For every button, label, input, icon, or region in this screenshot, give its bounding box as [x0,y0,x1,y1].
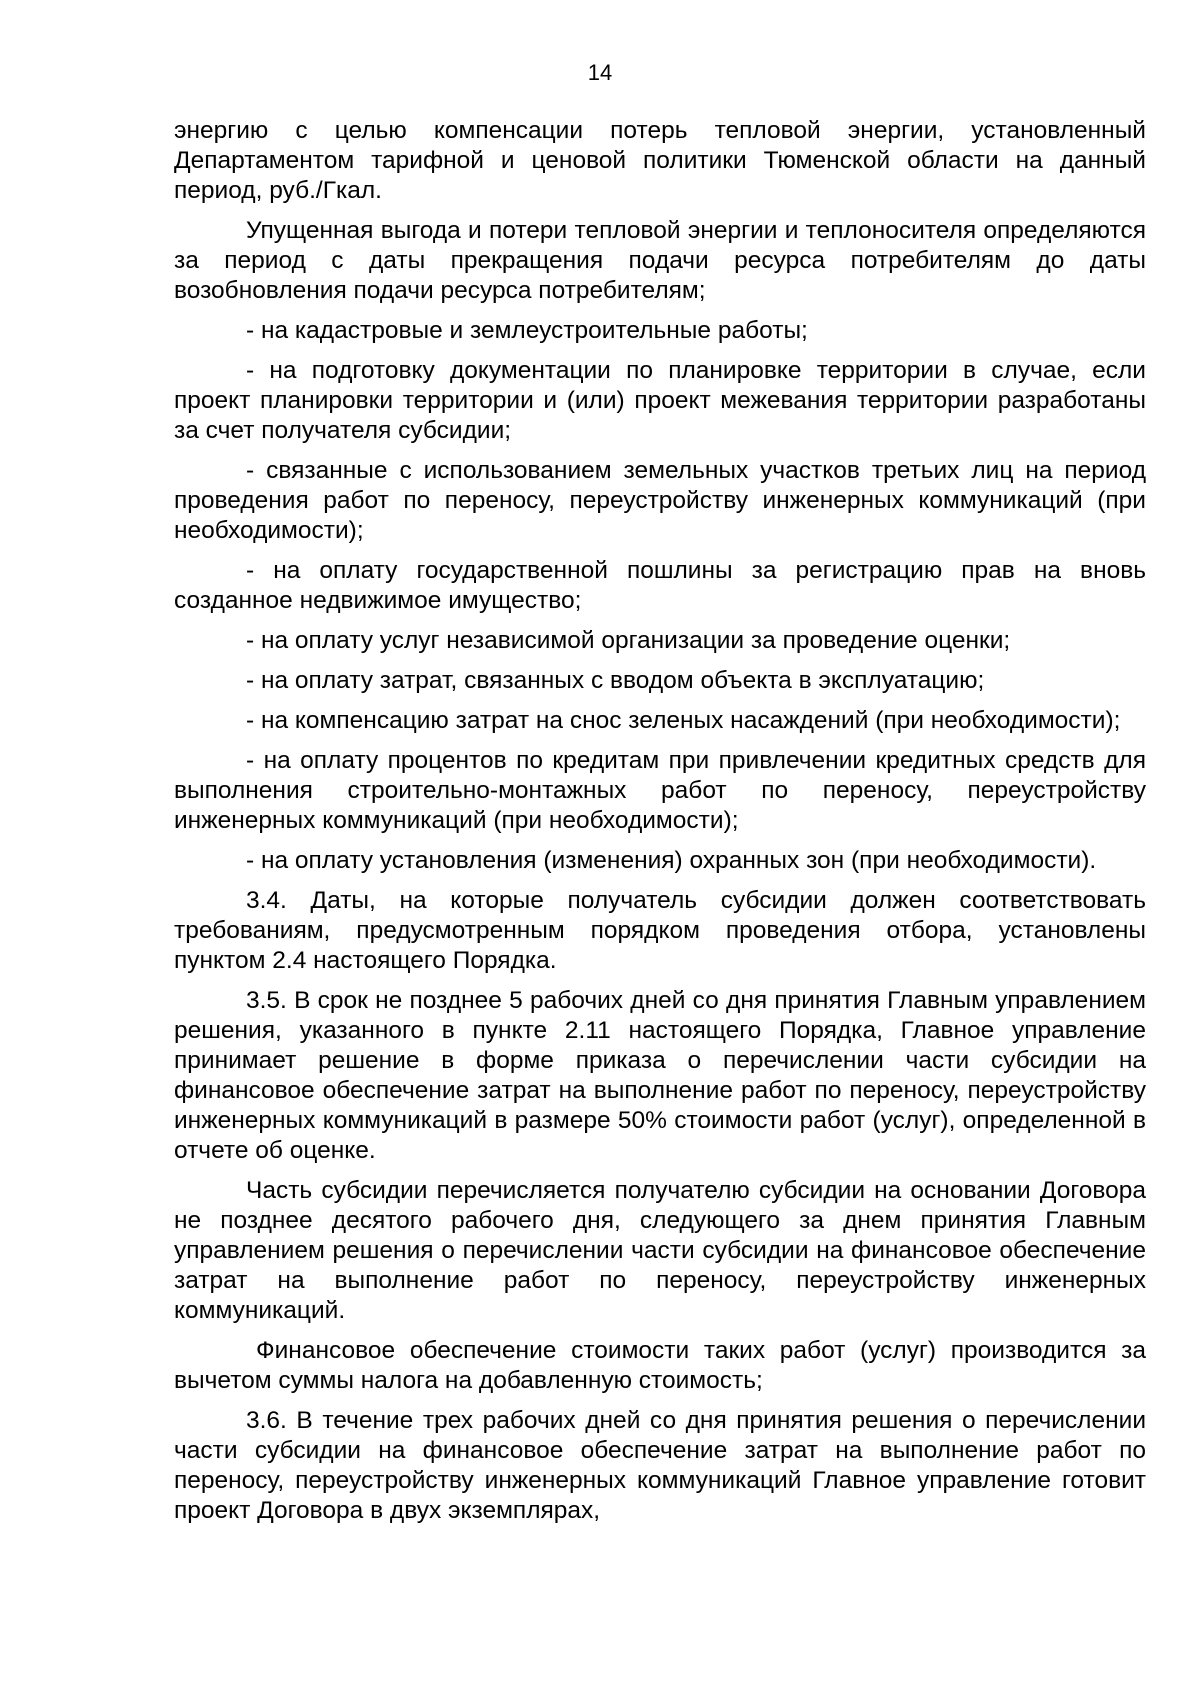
paragraph-vat: Финансовое обеспечение стоимости таких работ (услуг) производится за вычетом суммы налога на добавленную стоимость; [174,1337,1146,1394]
list-item-commissioning-costs: - на оплату затрат, связанных с вводом объекта в эксплуатацию; [246,667,985,694]
list-item-loan-interest: - на оплату процентов по кредитам при привлечении кредитных средств для выполнения строительно-монтажных работ по переносу, переустройству инженерных коммуникаций (при необходимости); [174,747,1146,834]
list-item-green-spaces: - на компенсацию затрат на снос зеленых насаждений (при необходимости); [246,707,1121,734]
clause-3-4: 3.4. Даты, на которые получатель субсидии должен соответствовать требованиям, предусмотренным порядком проведения отбора, установлены пунктом 2.4 настоящего Порядка. [174,887,1146,974]
document-body [174,116,1146,1536]
list-item-state-duty: - на оплату государственной пошлины за регистрацию прав на вновь созданное недвижимое имущество; [174,557,1146,614]
clause-3-5: 3.5. В срок не позднее 5 рабочих дней со дня принятия Главным управлением решения, указанного в пункте 2.11 настоящего Порядка, Главное управление принимает решение в форме приказа о перечислении части субсидии на финансовое обеспечение затрат на выполнение работ по переносу, переустройству инженерных коммуникаций в размере 50% стоимости работ (услуг), определенной в отчете об оценке. [174,987,1146,1164]
list-item-planning-documentation: - на подготовку документации по планировке территории в случае, если проект планировки территории и (или) проект межевания территории разработаны за счет получателя субсидии; [174,357,1146,444]
paragraph-continuation: энергию с целью компенсации потерь тепловой энергии, установленный Департаментом тарифной и ценовой политики Тюменской области на данный период, руб./Гкал. [174,117,1146,204]
list-item-cadastral-works: - на кадастровые и землеустроительные работы; [246,317,808,344]
page-number: 14 [587,60,613,85]
list-item-valuation-services: - на оплату услуг независимой организации за проведение оценки; [246,627,1011,654]
paragraph-subsidy-transfer: Часть субсидии перечисляется получателю субсидии на основании Договора не позднее десятого рабочего дня, следующего за днем принятия Главным управлением решения о перечислении части субсидии на финансовое обеспечение затрат на выполнение работ по переносу, переустройству инженерных коммуникаций. [174,1177,1146,1324]
clause-3-6: 3.6. В течение трех рабочих дней со дня принятия решения о перечислении части субсидии на финансовое обеспечение затрат на выполнение работ по переносу, переустройству инженерных коммуникаций Главное управление готовит проект Договора в двух экземплярах, [174,1407,1146,1524]
list-item-protection-zones: - на оплату установления (изменения) охранных зон (при необходимости). [246,847,1097,874]
paragraph-lost-profit: Упущенная выгода и потери тепловой энергии и теплоносителя определяются за период с даты прекращения подачи ресурса потребителям до даты возобновления подачи ресурса потребителям; [174,217,1146,304]
list-item-third-party-land: - связанные с использованием земельных участков третьих лиц на период проведения работ по переносу, переустройству инженерных коммуникаций (при необходимости); [174,457,1146,544]
